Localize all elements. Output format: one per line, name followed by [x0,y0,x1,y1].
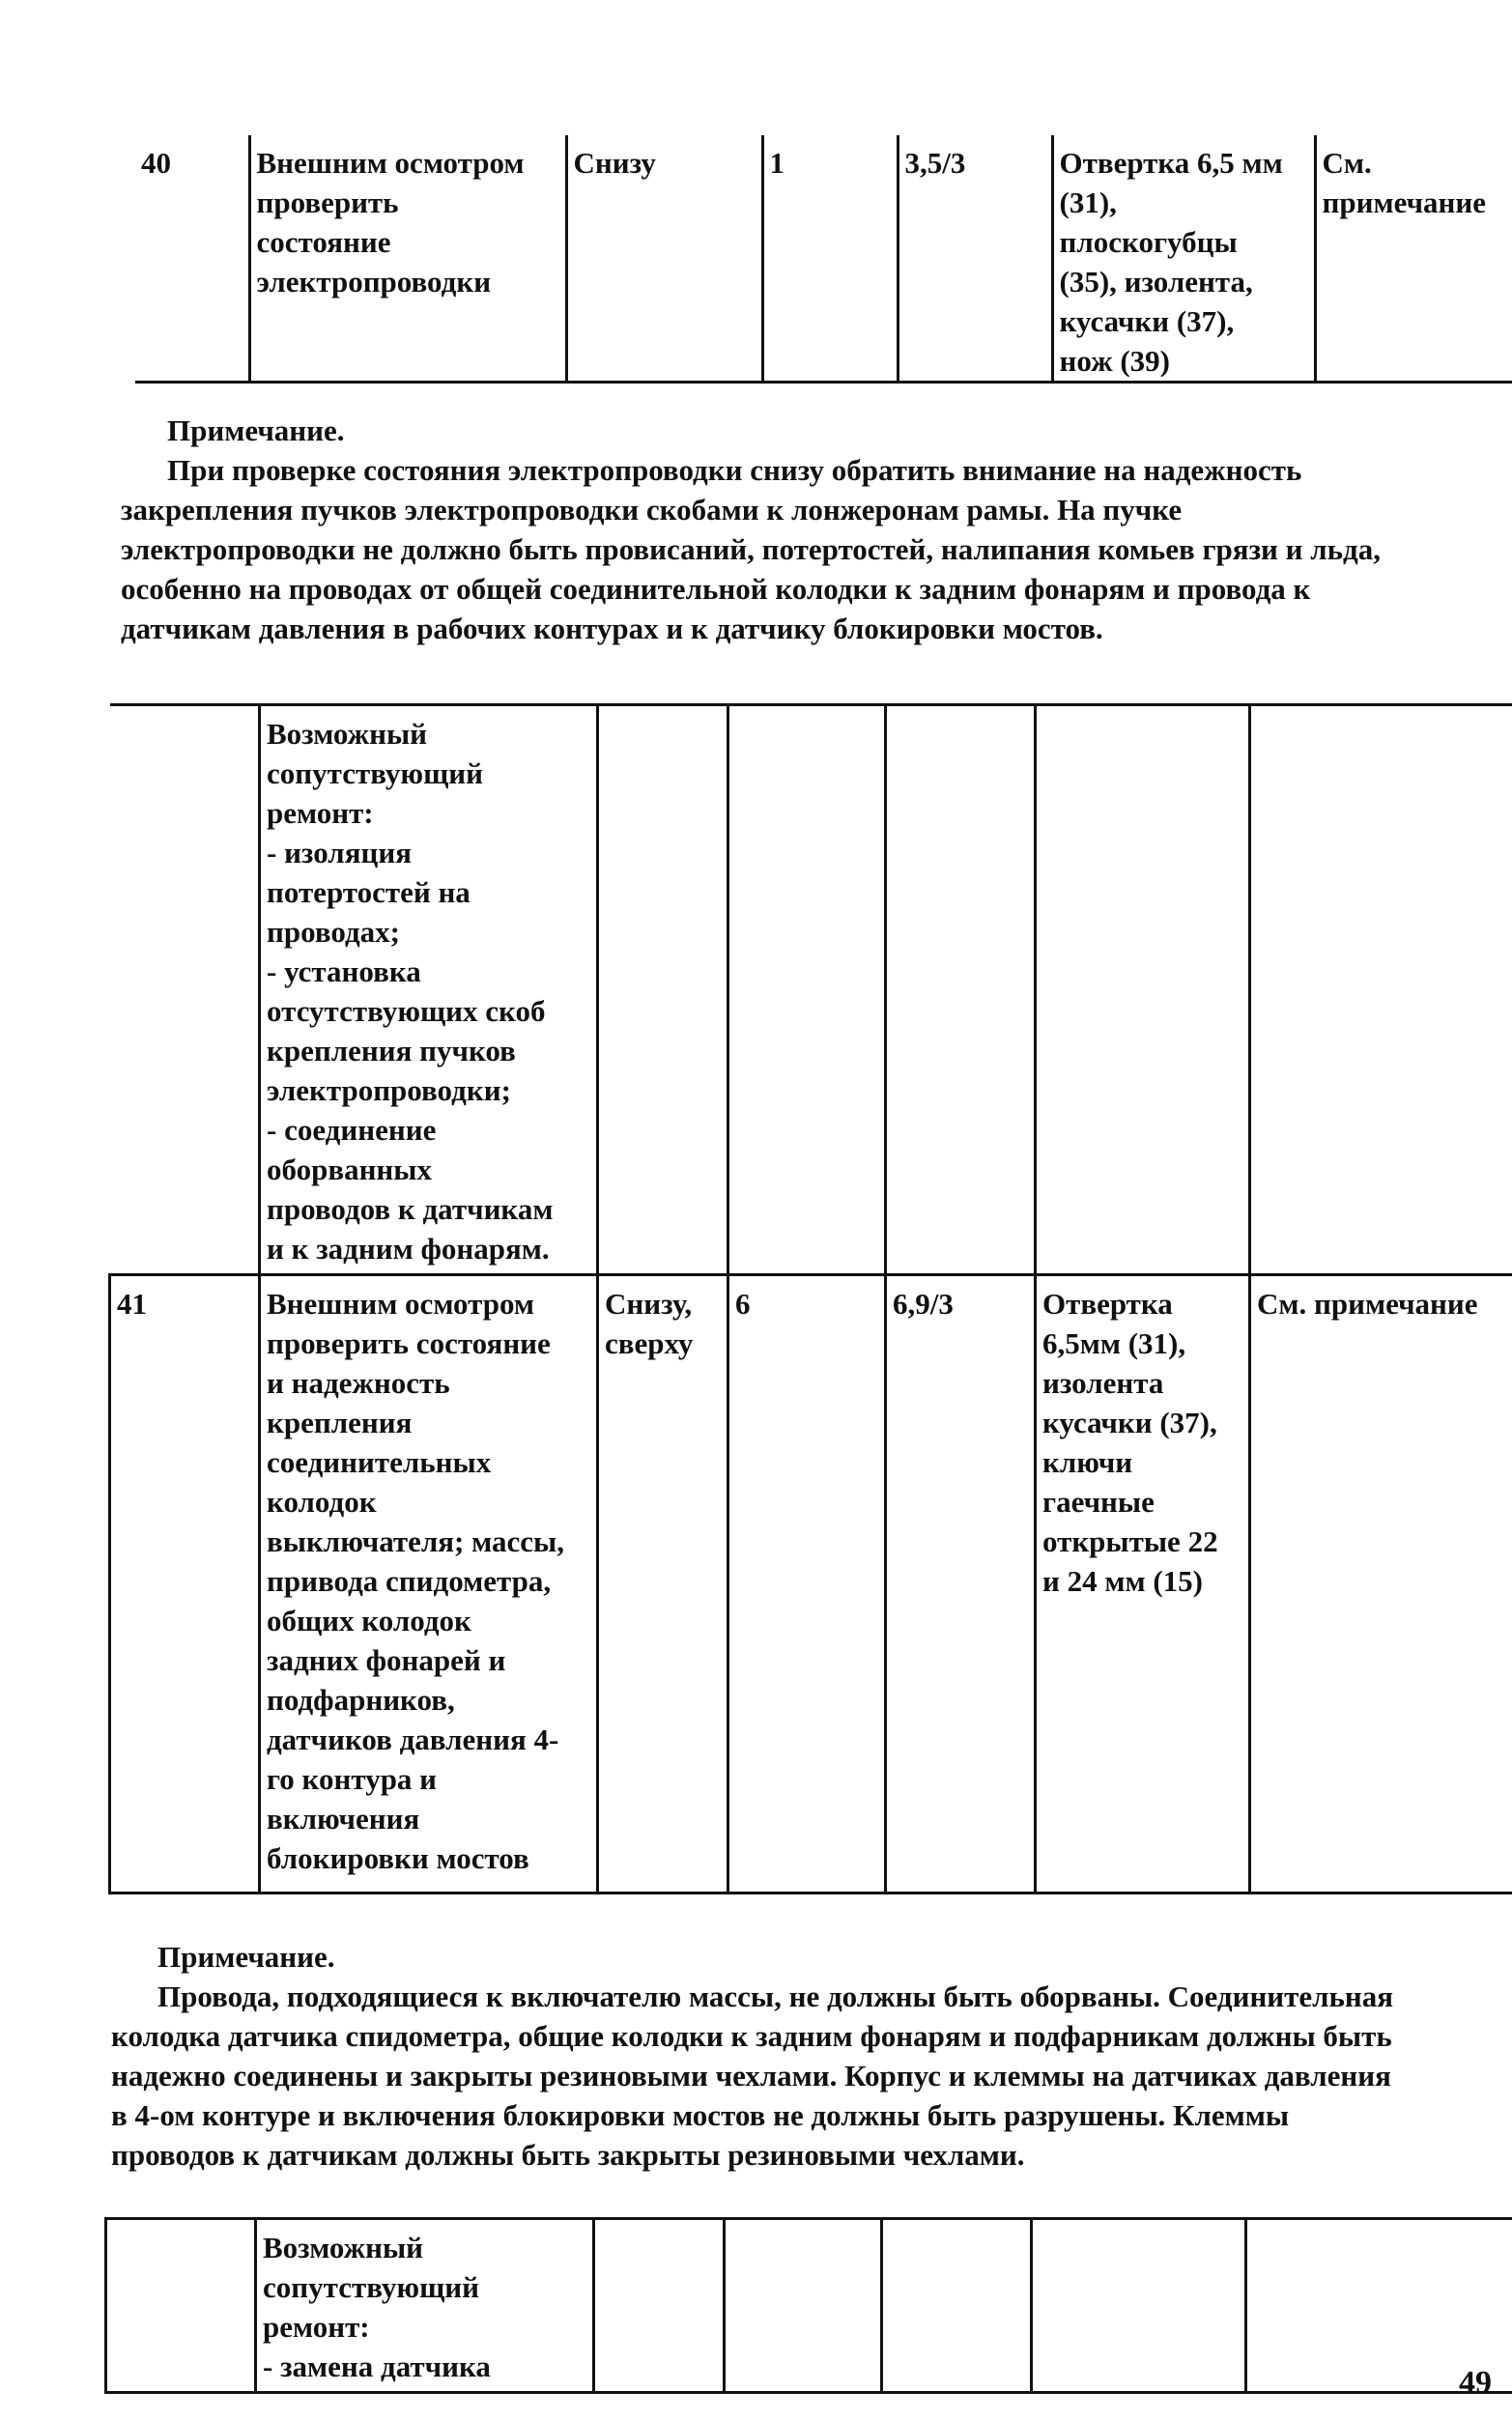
repair-line: проводах; [267,915,400,949]
tools-line: нож (39) [1059,344,1170,378]
operation-line: задних фонарей и [267,1643,506,1677]
cell-time [898,135,1052,383]
operation-line: го контура и [267,1762,438,1796]
cell-place [566,135,762,383]
operation-line: проверить состояние [267,1326,551,1360]
cell-empty [728,705,886,1275]
repair-line: - установка [267,954,421,988]
count-text: 1 [769,146,785,180]
cell-place [598,1275,728,1893]
cell-repair [256,2219,594,2393]
cell-empty [1032,2219,1246,2393]
repair-line: - соединение [267,1113,437,1147]
repair-line: сопутствующий [267,756,483,790]
cell-tools [1052,135,1315,383]
repair-line: крепления пучков [267,1034,516,1068]
cell-empty [594,2219,725,2393]
cell-operation [260,1275,598,1893]
note-heading: Примечание. [157,1940,335,1974]
tools-line: плоскогубцы [1059,225,1238,259]
repair-line: Возможный [267,717,428,751]
repair-line: - замена датчика [263,2349,491,2383]
operation-line: блокировки мостов [267,1841,529,1875]
operation-line: подфарников, [267,1683,455,1717]
note-line: проводов к датчикам должны быть закрыты резиновыми чехлами. [111,2138,1025,2172]
cell-empty [598,705,728,1275]
place-text: Снизу [573,146,656,180]
operation-line: Внешним осмотром [267,1287,534,1321]
cell-num [110,705,260,1275]
tools-line: изолента [1042,1366,1164,1400]
repair-line: ремонт: [267,796,374,830]
tools-line: 6,5мм (31), [1042,1326,1186,1360]
tools-line: открытые 22 [1042,1524,1218,1558]
operation-line: колодок [267,1485,377,1519]
cell-num [106,2219,256,2393]
repair-line: - изоляция [267,836,412,869]
note-line: закрепления пучков электропроводки скобами к лонжеронам рамы. На пучке [121,493,1183,527]
note-line: колодка датчика спидометра, общие колодки к задним фонарям и подфарникам должны быть [111,2019,1392,2053]
repair-line: Возможный [263,2231,424,2264]
note-2 [111,1937,1393,2175]
table-block-repair-2 [104,2217,1512,2394]
cell-remark [1250,1275,1512,1893]
table-row-40 [135,135,1512,384]
operation-line: и надежность [267,1366,450,1400]
note-line: особенно на проводах от общей соединительной колодки к задним фонарям и провода к [121,572,1311,606]
cell-count [728,1275,886,1893]
cell-num [110,1275,260,1893]
cell-count [762,135,898,383]
tools-line: кусачки (37), [1059,304,1235,338]
cell-empty [886,705,1036,1275]
tools-line: ключи [1042,1445,1133,1479]
repair-line: оборванных [267,1153,432,1186]
time-text: 3,5/3 [904,146,966,180]
repair-line: потертостей на [267,875,471,909]
remark-line: См. [1322,146,1372,180]
count-text: 6 [735,1287,751,1321]
operation-line: выключателя; массы, [267,1524,564,1558]
cell-empty [725,2219,882,2393]
tools-line: Отвертка 6,5 мм [1059,146,1283,180]
operation-line: привода спидометра, [267,1564,552,1598]
operation-line: крепления [267,1406,413,1439]
operation-line: соединительных [267,1445,492,1479]
table-block-41 [108,703,1512,1894]
cell-operation [249,135,566,383]
repair-line: сопутствующий [263,2270,479,2304]
row-number: 40 [141,146,171,180]
cell-empty [1250,705,1512,1275]
cell-tools [1036,1275,1250,1893]
cell-num [135,135,249,383]
tools-line: кусачки (37), [1042,1406,1217,1439]
tools-line: (35), изолента, [1059,265,1253,299]
repair-line: и к задним фонарям. [267,1232,550,1266]
remark-text: См. примечание [1257,1287,1478,1321]
note-heading: Примечание. [167,413,345,447]
cell-empty [1036,705,1250,1275]
note-1 [121,411,1381,648]
place-line: сверху [605,1326,694,1360]
tools-line: гаечные [1042,1485,1155,1519]
operation-line: общих колодок [267,1604,471,1637]
operation-line: состояние [256,225,391,259]
operation-line: проверить [256,185,399,219]
page-number: 49 [1459,2365,1492,2401]
cell-remark [1315,135,1512,383]
remark-line: примечание [1322,185,1487,219]
note-line: электропроводки не должно быть провисаний, потертостей, налипания комьев грязи и льда, [121,532,1381,566]
row-number: 41 [117,1287,147,1321]
note-line: надежно соединены и закрыты резиновыми чехлами. Корпус и клеммы на датчиках давления [111,2059,1391,2093]
tools-line: и 24 мм (15) [1042,1564,1203,1598]
repair-line: ремонт: [263,2310,370,2344]
cell-time [886,1275,1036,1893]
time-text: 6,9/3 [893,1287,954,1321]
note-line: Провода, подходящиеся к включателю массы, не должны быть оборваны. Соединительная [157,1979,1394,2013]
operation-line: Внешним осмотром [256,146,525,180]
tools-line: Отвертка [1042,1287,1173,1321]
operation-line: электропроводки [256,265,492,299]
note-line: датчикам давления в рабочих контурах и к датчику блокировки мостов. [121,612,1103,645]
cell-repair [260,705,598,1275]
operation-line: датчиков давления 4- [267,1722,559,1756]
operation-line: включения [267,1802,420,1836]
repair-line: отсутствующих скоб [267,994,546,1028]
repair-line: проводов к датчикам [267,1192,554,1226]
repair-line: электропроводки; [267,1073,511,1107]
note-line: При проверке состояния электропроводки снизу обратить внимание на надежность [167,453,1302,487]
note-line: в 4-ом контуре и включения блокировки мостов не должны быть разрушены. Клеммы [111,2098,1290,2132]
place-line: Снизу, [605,1287,693,1321]
cell-empty [882,2219,1032,2393]
tools-line: (31), [1059,185,1117,219]
